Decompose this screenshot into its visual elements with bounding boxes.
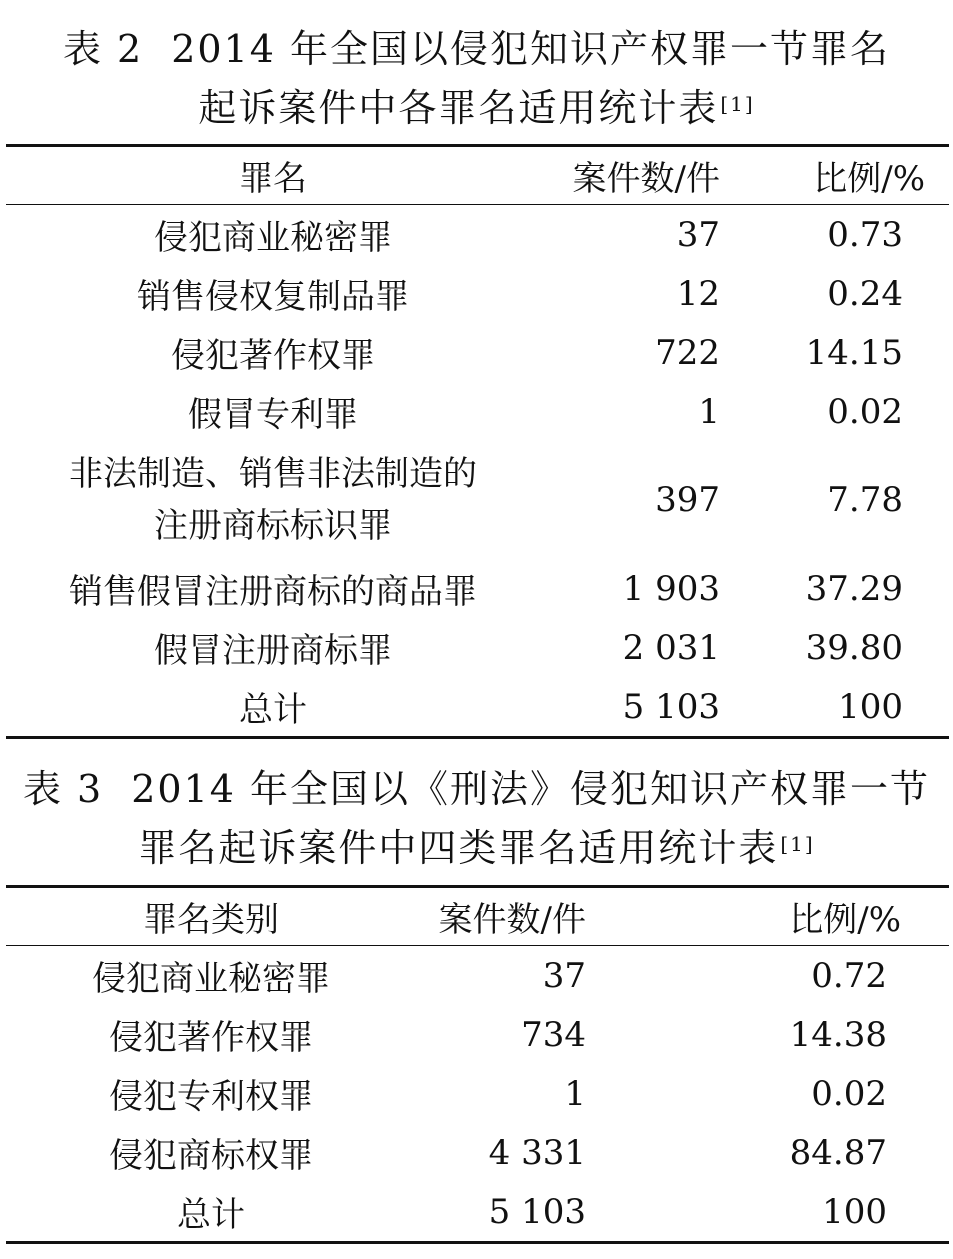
- table2-citation: [1]: [720, 92, 755, 116]
- case-ratio: 0.24: [827, 273, 903, 314]
- table2: [6, 144, 949, 739]
- table2-caption-line1: [0, 20, 953, 79]
- crime-name: 假冒专利罪: [188, 395, 358, 435]
- table-total-row: [6, 1182, 949, 1243]
- case-ratio: 14.38: [789, 1014, 887, 1055]
- table2-caption: [0, 20, 953, 138]
- crime-name: 假冒注册商标罪: [154, 631, 392, 671]
- crime-category: 侵犯著作权罪: [109, 1018, 313, 1058]
- case-count: 397: [655, 480, 720, 520]
- case-ratio: 7.78: [827, 480, 903, 520]
- table2-title-line2: 起诉案件中各罪名适用统计表: [198, 86, 719, 130]
- total-ratio: 100: [822, 1191, 887, 1232]
- table-row: [6, 1064, 949, 1123]
- table-row: [6, 205, 949, 265]
- table2-header-row: [6, 146, 949, 205]
- case-ratio: 0.02: [827, 391, 903, 432]
- case-ratio: 37.29: [805, 568, 903, 609]
- table-row: [6, 323, 949, 382]
- table-row: [6, 264, 949, 323]
- table-row: [6, 441, 949, 559]
- table-row: [6, 1005, 949, 1064]
- table-total-row: [6, 677, 949, 738]
- total-label: 总计: [177, 1195, 245, 1235]
- table3-title-line1: 2014 年全国以《刑法》侵犯知识产权罪一节: [131, 767, 931, 811]
- total-ratio: 100: [838, 686, 903, 727]
- case-count: 722: [655, 332, 720, 373]
- case-count: 4 331: [488, 1132, 586, 1173]
- crime-name: [6, 441, 540, 559]
- table3-header-row: [6, 887, 949, 946]
- crime-category: 侵犯商业秘密罪: [92, 959, 330, 999]
- table2-number: 表 2: [62, 27, 144, 71]
- case-count: 37: [542, 955, 586, 996]
- table-row: [6, 1123, 949, 1182]
- case-count: 12: [676, 273, 720, 314]
- total-count: 5 103: [622, 686, 720, 727]
- table3-citation: [1]: [780, 832, 815, 856]
- table3-header-count: 案件数/件: [416, 887, 586, 946]
- case-count: 2 031: [622, 627, 720, 668]
- table2-caption-line2: [0, 79, 953, 138]
- case-count: 1: [698, 391, 720, 432]
- crime-name-line1: 非法制造、销售非法制造的: [69, 454, 477, 494]
- table2-title-line1: 2014 年全国以侵犯知识产权罪一节罪名: [171, 27, 891, 71]
- crime-name: 销售假冒注册商标的商品罪: [69, 572, 477, 612]
- table2-header-ratio: 比例/%: [720, 146, 949, 205]
- case-count: 734: [521, 1014, 586, 1055]
- table3-caption-line1: [0, 760, 953, 819]
- crime-name: 侵犯著作权罪: [171, 336, 375, 376]
- table-row: [6, 946, 949, 1006]
- table-row: [6, 559, 949, 618]
- table-row: [6, 382, 949, 441]
- case-ratio: 0.72: [811, 955, 887, 996]
- table2-header-name: 罪名: [6, 146, 540, 205]
- table3-caption-line2: [0, 819, 953, 878]
- crime-category: 侵犯专利权罪: [109, 1077, 313, 1117]
- table3-header-ratio: 比例/%: [586, 887, 949, 946]
- crime-category: 侵犯商标权罪: [109, 1136, 313, 1176]
- total-label: 总计: [239, 690, 307, 730]
- table3-caption: [0, 760, 953, 878]
- table-row: [6, 618, 949, 677]
- case-ratio: 14.15: [805, 332, 903, 373]
- case-ratio: 0.73: [827, 214, 903, 255]
- case-ratio: 0.02: [811, 1073, 887, 1114]
- case-ratio: 84.87: [789, 1132, 887, 1173]
- case-count: 1 903: [622, 568, 720, 609]
- crime-name: 侵犯商业秘密罪: [154, 218, 392, 258]
- table3-title-line2: 罪名起诉案件中四类罪名适用统计表: [138, 826, 779, 870]
- crime-name: 销售侵权复制品罪: [137, 277, 409, 317]
- total-count: 5 103: [488, 1191, 586, 1232]
- crime-name-line2: 注册商标标识罪: [154, 506, 392, 546]
- table3: [6, 885, 949, 1244]
- table3-number: 表 3: [22, 767, 104, 811]
- case-count: 1: [564, 1073, 586, 1114]
- table2-header-count: 案件数/件: [540, 146, 720, 205]
- case-ratio: 39.80: [805, 627, 903, 668]
- table3-header-category: 罪名类别: [6, 887, 416, 946]
- case-count: 37: [676, 214, 720, 255]
